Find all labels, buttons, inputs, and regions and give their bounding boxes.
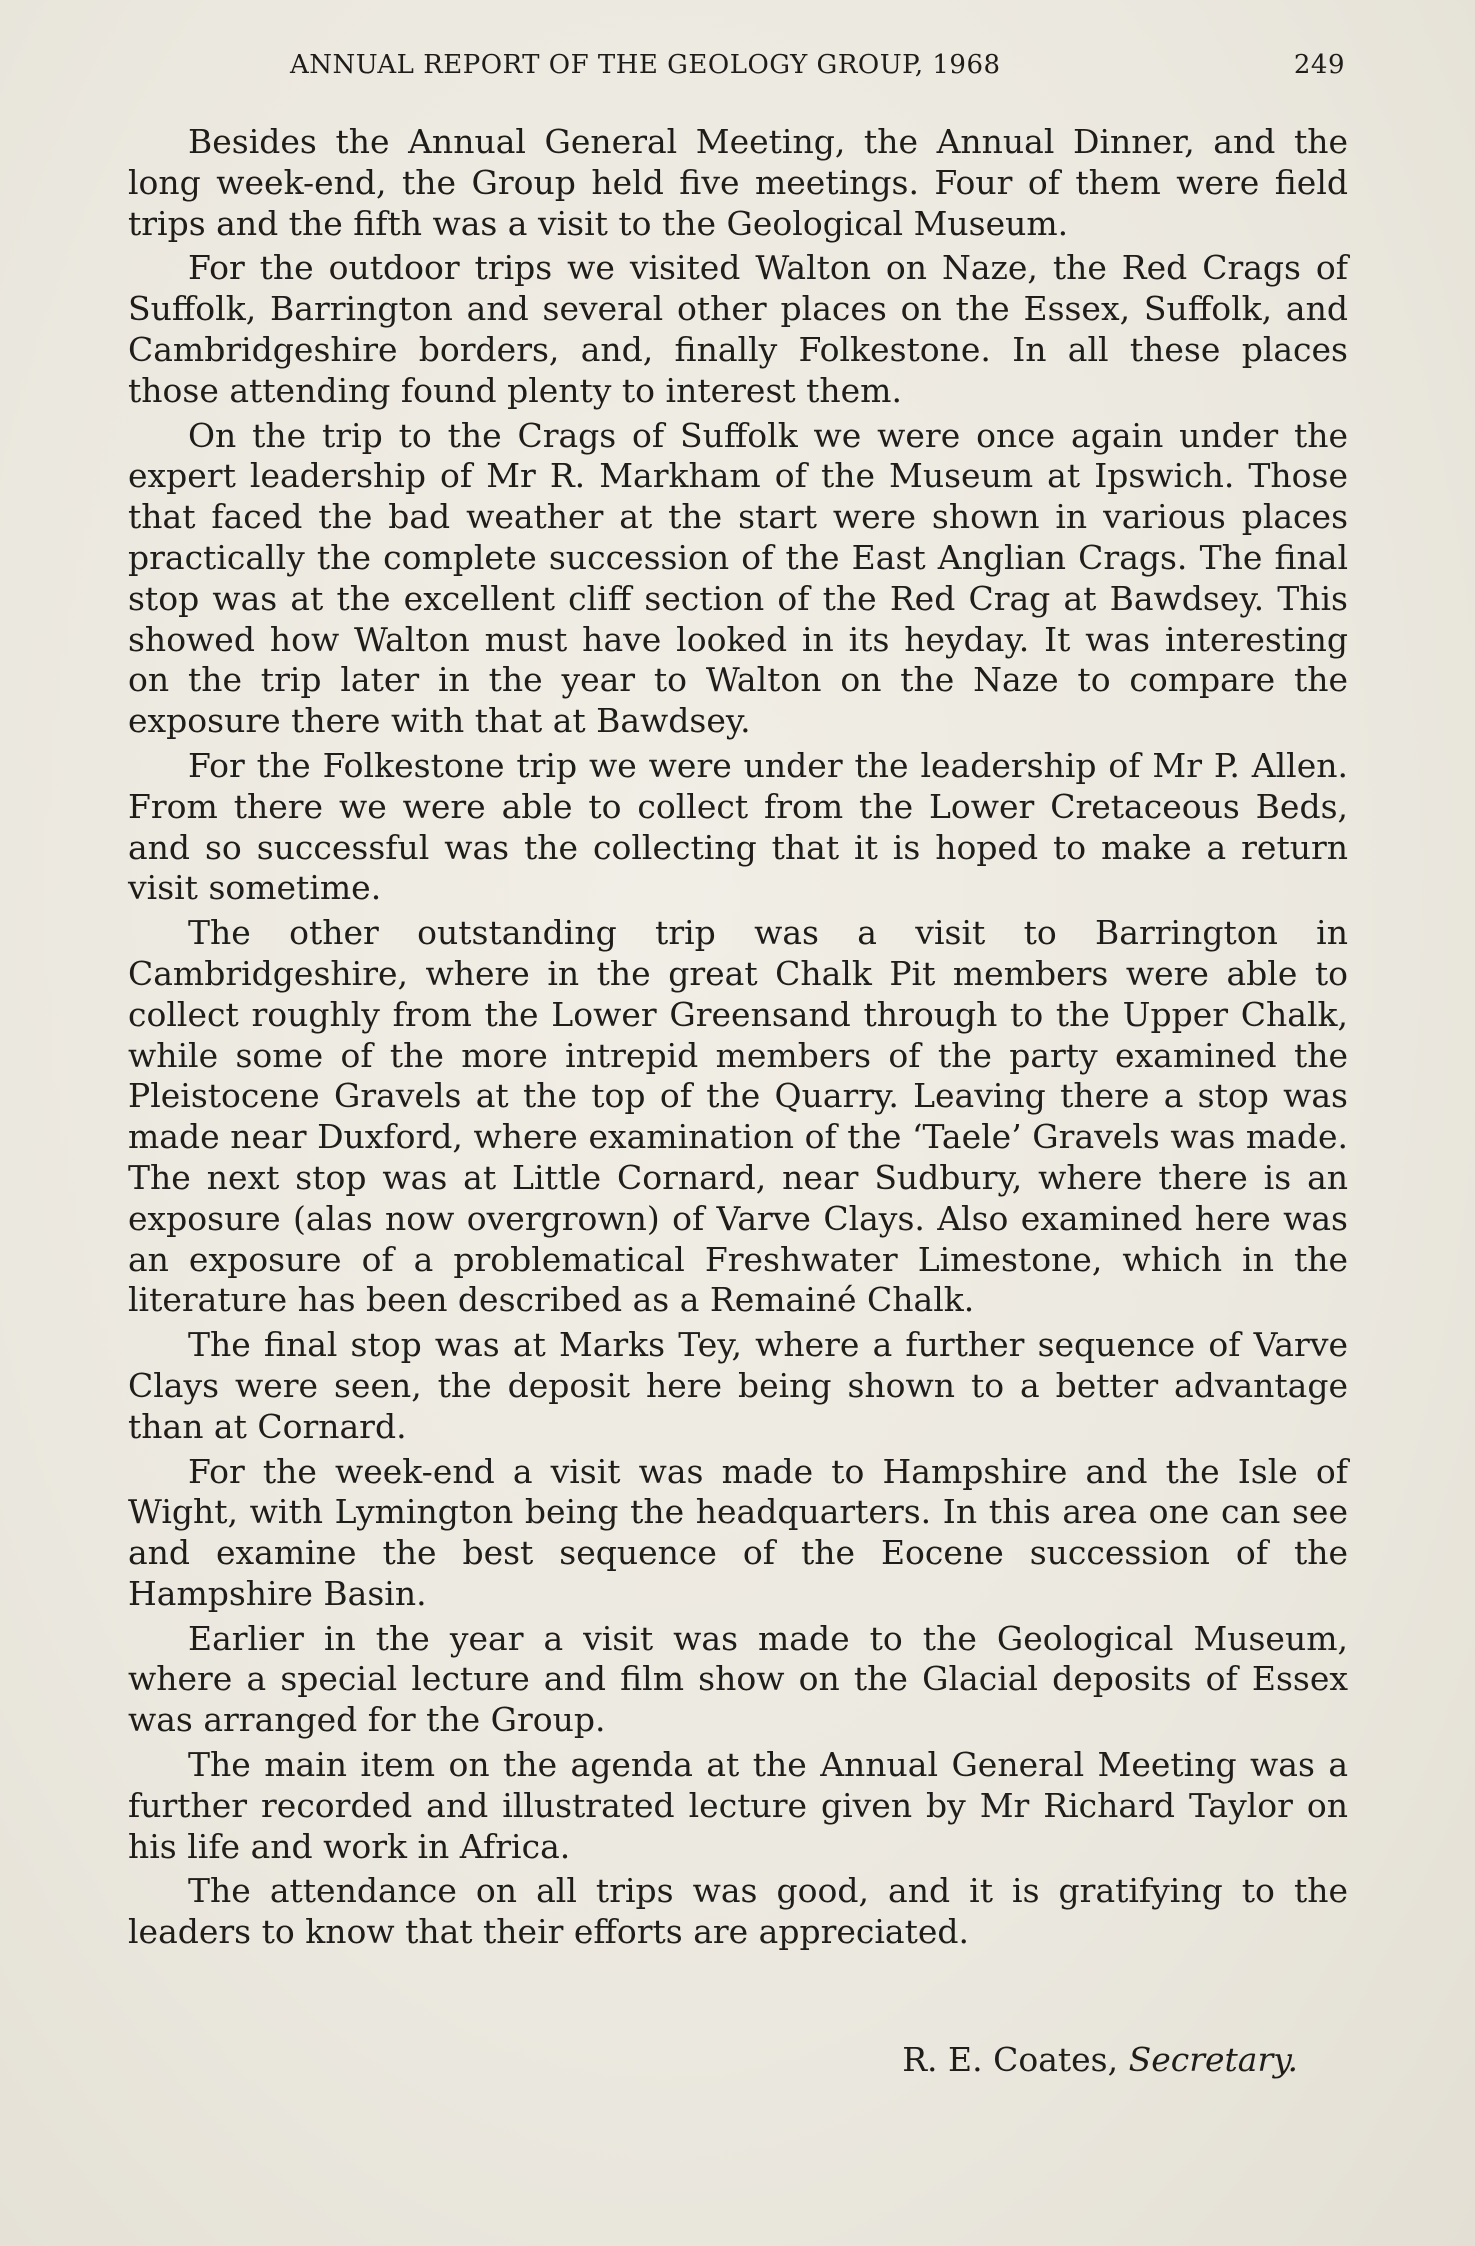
signature	[128, 2040, 1298, 2079]
paragraph: Besides the Annual General Meeting, the Annual Dinner, and the long week-end, the Group held five meetings. Four of them were field trips and the fifth was a visit to the Geological Museum.	[128, 122, 1348, 243]
paragraph: Earlier in the year a visit was made to the Geological Museum, where a special lecture and film show on the Glacial deposits of Essex was arranged for the Group.	[128, 1618, 1348, 1740]
page-number: 249	[1293, 50, 1345, 80]
paragraph: The other outstanding trip was a visit to Barrington in Cambridgeshire, where in the great Chalk Pit members were able to collect roughly from the Lower Greensand through to the Upper Chalk, while some of the more intrepid members of the party examined the Pleistocene Gravels at the top of the Quarry. Leaving there a stop was made near Duxford, where examination of the ‘Taele’ Gravels was made. The next stop was at Little Cornard, near Sudbury, where there is an exposure (alas now overgrown) of Varve Clays. Also examined here was an exposure of a problematical Freshwater Limestone, which in the literature has been described as a Remainé Chalk.	[128, 913, 1348, 1320]
paragraph: The attendance on all trips was good, and it is gratifying to the leaders to know that their efforts are appreciated.	[128, 1871, 1348, 1952]
running-title: ANNUAL REPORT OF THE GEOLOGY GROUP, 1968	[290, 50, 1001, 80]
running-header	[130, 50, 1345, 90]
paragraph: For the week-end a visit was made to Hampshire and the Isle of Wight, with Lymington being the headquarters. In this area one can see and examine the best sequence of the Eocene succession of the Hampshire Basin.	[128, 1451, 1348, 1613]
paragraph: The final stop was at Marks Tey, where a further sequence of Varve Clays were seen, the deposit here being shown to a better advantage than at Cornard.	[128, 1325, 1348, 1446]
paragraph: For the outdoor trips we visited Walton on Naze, the Red Crags of Suffolk, Barrington and several other places on the Essex, Suffolk, and Cambridgeshire borders, and, finally Folkestone. In all these places those attending found plenty to interest them.	[128, 248, 1348, 410]
article-body	[128, 122, 1348, 1957]
paragraph: On the trip to the Crags of Suffolk we were once again under the expert leadership of Mr R. Markham of the Museum at Ipswich. Those that faced the bad weather at the start were shown in various places practically the complete succession of the East Anglian Crags. The final stop was at the excellent cliff section of the Red Crag at Bawdsey. This showed how Walton must have looked in its heyday. It was interesting on the trip later in the year to Walton on the Naze to compare the exposure there with that at Bawdsey.	[128, 415, 1348, 741]
paragraph: The main item on the agenda at the Annual General Meeting was a further recorded and illustrated lecture given by Mr Richard Taylor on his life and work in Africa.	[128, 1745, 1348, 1866]
paragraph: For the Folkestone trip we were under the leadership of Mr P. Allen. From there we were able to collect from the Lower Cretaceous Beds, and so successful was the collecting that it is hoped to make a return visit sometime.	[128, 745, 1348, 908]
signature-name: R. E. Coates,	[902, 2040, 1119, 2079]
signature-role: Secretary.	[1128, 2040, 1298, 2079]
